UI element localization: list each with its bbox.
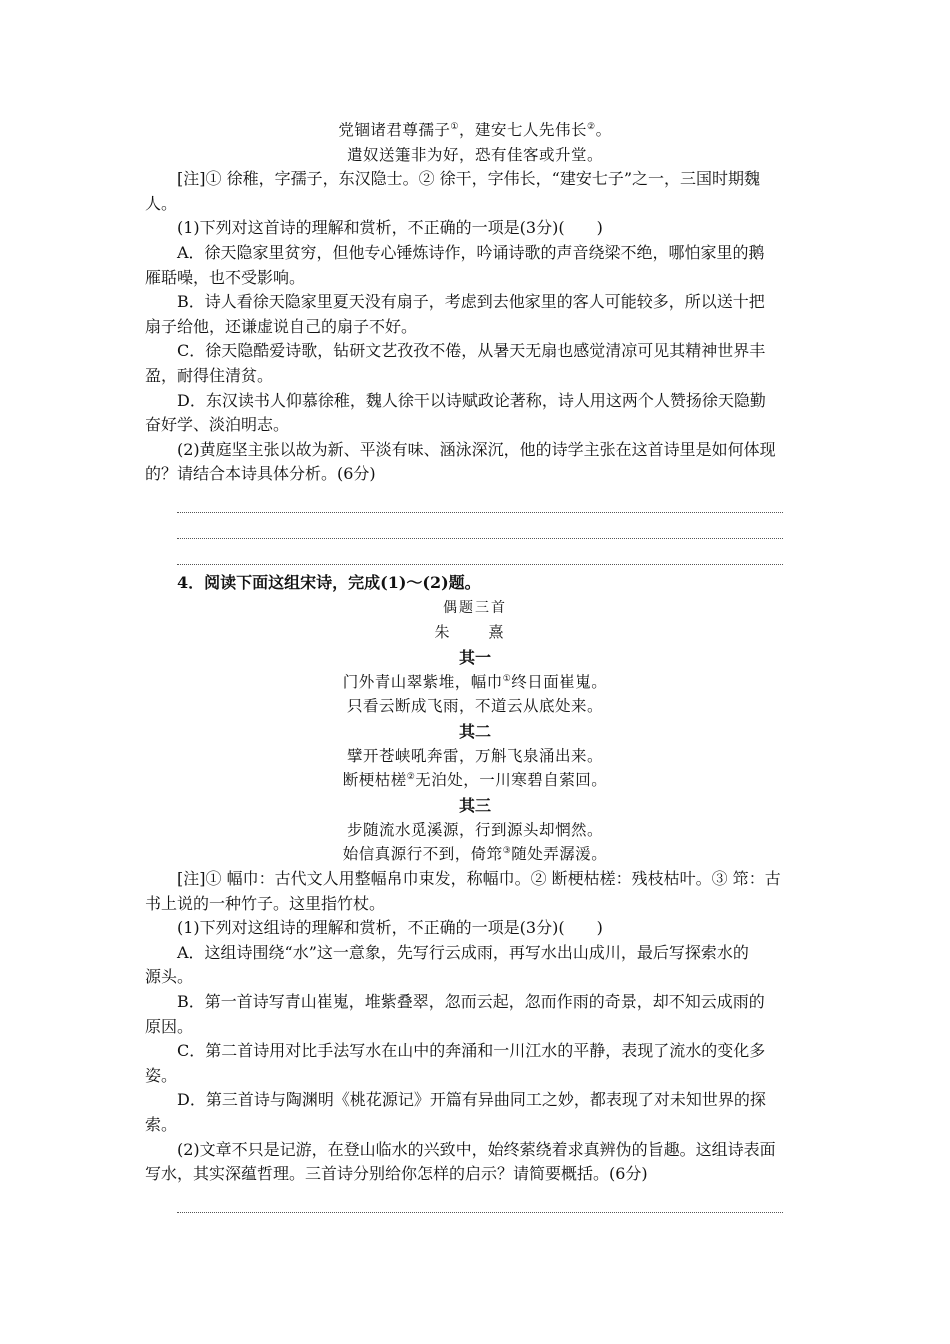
poem-line: 步随流水觅溪源，行到源头却惘然。 (346, 820, 603, 839)
poem-section-2: 其二 (458, 721, 491, 741)
q3-1-option-c-cont: 盈，耐得住清贫。 (145, 365, 274, 385)
q4-2-stem: (2)文章不只是记游，在登山临水的兴致中，始终萦绕着求真辨伪的旨趣。这组诗表面 (177, 1139, 776, 1159)
q4-1-option-c[interactable]: C．第二首诗用对比手法写水在山中的奔涌和一川江水的平静，表现了流水的变化多 (177, 1041, 766, 1061)
q4-1-option-a-cont: 源头。 (145, 967, 194, 987)
q3-1-option-a-cont: 雁聒噪，也不受影响。 (145, 267, 306, 287)
q3-1-option-a[interactable]: A．徐天隐家里贫穷，但他专心锤炼诗作，吟诵诗歌的声音绕梁不绝，哪怕家里的鹅 (177, 242, 765, 262)
poem-section-1: 其一 (458, 647, 491, 667)
poem1-line1: 党锢诸君尊孺子①，建安七人先伟长②。 (338, 121, 612, 139)
document-page (145, 118, 805, 1213)
poem-line: 始信真源行不到，倚筇③随处弄潺湲。 (342, 845, 608, 864)
q4-2-stem-cont: 写水，其实深蕴哲理。三首诗分别给你怎样的启示？请简要概括。(6分) (145, 1164, 648, 1184)
poem-line: 擘开苍峡吼奔雷，万斛飞泉涌出来。 (346, 746, 603, 765)
q4-1-stem: (1)下列对这组诗的理解和赏析，不正确的一项是(3分)( ) (177, 918, 603, 938)
q4-1-option-b-cont: 原因。 (145, 1016, 194, 1036)
answer-line[interactable] (177, 513, 783, 539)
answer-line[interactable] (177, 487, 783, 513)
q4-1-option-d-cont: 索。 (145, 1115, 178, 1134)
q4-1-option-b[interactable]: B．第一首诗写青山崔嵬，堆紫叠翠，忽而云起，忽而作雨的奇景，却不知云成雨的 (177, 992, 765, 1012)
q3-1-option-b-cont: 扇子给他，还谦虚说自己的扇子不好。 (145, 316, 418, 336)
poem-author: 朱 熹 (434, 622, 516, 641)
q4-1-option-d[interactable]: D．第三首诗与陶渊明《桃花源记》开篇有异曲同工之妙，都表现了对未知世界的探 (177, 1090, 766, 1110)
q3-1-stem: (1)下列对这首诗的理解和赏析，不正确的一项是(3分)( ) (177, 218, 603, 238)
q4-note: [注]① 幅巾：古代文人用整幅帛巾束发，称幅巾。② 断梗枯槎：残枝枯叶。③ 筇：古 (177, 869, 781, 889)
poem-line: 门外青山翠紫堆，幅巾①终日面崔嵬。 (342, 672, 608, 691)
answer-line[interactable] (177, 1187, 783, 1213)
q4-1-option-c-cont: 姿。 (145, 1065, 178, 1085)
answer-line[interactable] (177, 539, 783, 565)
q3-2-stem-cont: 的？请结合本诗具体分析。(6分) (145, 464, 376, 484)
q3-2-stem: (2)黄庭坚主张以故为新、平淡有味、涵泳深沉，他的诗学主张在这首诗里是如何体现 (177, 439, 776, 459)
q3-1-option-d-cont: 奋好学、淡泊明志。 (145, 415, 290, 435)
q4-heading: 4．阅读下面这组宋诗，完成(1)～(2)题。 (177, 572, 481, 592)
poem-section-3: 其三 (458, 795, 491, 815)
poem-line: 断梗枯槎②无泊处，一川寒碧自萦回。 (342, 771, 608, 790)
q3-1-option-b[interactable]: B．诗人看徐天隐家里夏天没有扇子，考虑到去他家里的客人可能较多，所以送十把 (177, 292, 765, 312)
poem-line: 只看云断成飞雨，不道云从底处来。 (346, 697, 603, 716)
poem1-line2: 遣奴送箑非为好，恐有佳客或升堂。 (346, 145, 603, 164)
poem1-note: [注]① 徐稚，字孺子，东汉隐士。② 徐干，字伟长，“建安七子”之一，三国时期魏 (177, 169, 761, 189)
poem-title: 偶题三首 (443, 599, 507, 616)
q3-1-option-d[interactable]: D．东汉读书人仰慕徐稚，魏人徐干以诗赋政论著称，诗人用这两个人赞扬徐天隐勤 (177, 390, 766, 410)
q4-note-cont: 书上说的一种竹子。这里指竹杖。 (145, 893, 386, 913)
q4-1-option-a[interactable]: A．这组诗围绕“水”这一意象，先写行云成雨，再写水出山成川，最后写探索水的 (177, 942, 749, 962)
q3-1-option-c[interactable]: C．徐天隐酷爱诗歌，钻研文艺孜孜不倦，从暑天无扇也感觉清凉可见其精神世界丰 (177, 341, 766, 361)
poem1-note-cont: 人。 (145, 193, 178, 213)
